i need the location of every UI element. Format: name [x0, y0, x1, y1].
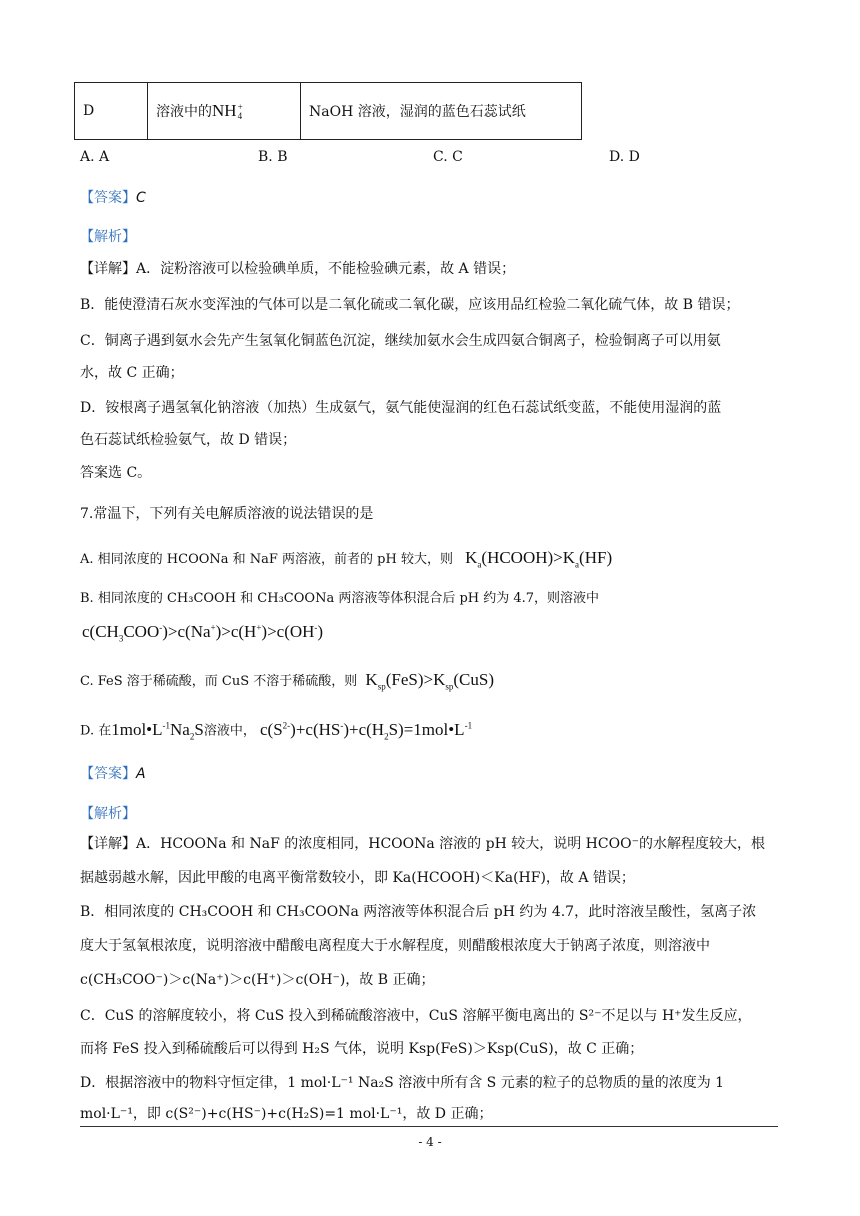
q7-analysis-line: c(CH₃COO⁻)＞c(Na⁺)＞c(H⁺)＞c(OH⁻)，故 B 正确；: [80, 972, 435, 988]
q7-analysis-line: 而将 FeS 投入到稀硫酸后可以得到 H₂S 气体，说明 Ksp(FeS)＞Ksp(CuS)，故 C 正确；: [80, 1041, 644, 1057]
footer-divider: [80, 1126, 778, 1127]
option-text: A. 相同浓度的 HCOONa 和 NaF 两溶液，前者的 pH 较大，则: [80, 552, 453, 567]
q7-analysis-line: mol·L⁻¹，即 c(S²⁻)+c(HS⁻)+c(H₂S)=1 mol·L⁻¹，故 D 正确；: [80, 1106, 493, 1122]
q6-option-d: D. D: [609, 149, 640, 165]
options-table: [74, 82, 582, 140]
q6-analysis-line: D．铵根离子遇氢氧化钠溶液（加热）生成氨气，氨气能使湿润的红色石蕊试纸变蓝，不能使用湿润的蓝: [80, 400, 722, 416]
q7-stem: 7.常温下，下列有关电解质溶液的说法错误的是: [80, 506, 374, 522]
q7-option-c: [80, 670, 494, 696]
formula-ka: $K_a(HCOOH)>K_a(HF)$: [465, 548, 613, 570]
q7-analysis-line: 度大于氢氧根浓度，说明溶液中醋酸电离程度大于水解程度，则醋酸根浓度大于钠离子浓度，则溶液中: [80, 938, 710, 954]
table-cell-reagent: [148, 83, 301, 140]
cell-text: 溶液中的: [156, 103, 212, 120]
ion-scripts: [238, 103, 243, 121]
table-cell-test: [301, 83, 582, 140]
option-text: 溶液中，: [203, 723, 256, 739]
option-text: D. 在: [80, 723, 112, 739]
ion-sub: 4: [237, 111, 243, 122]
q7-analysis-line: B．相同浓度的 CH₃COOH 和 CH₃COONa 两溶液等体积混合后 pH 约为 4.7，此时溶液呈酸性，氢离子浓: [80, 904, 757, 920]
q6-analysis-line: C．铜离子遇到氨水会先产生氢氧化铜蓝色沉淀，继续加氨水会生成四氨合铜离子，检验铜离子可以用氨: [80, 333, 721, 349]
page-number: - 4 -: [418, 1135, 442, 1149]
q6-analysis-line: 答案选 C。: [80, 465, 152, 481]
q7-analysis-line: D．根据溶液中的物料守恒定律，1 mol·L⁻¹ Na₂S 溶液中所有含 S 元素的粒子的总物质的量的浓度为 1: [80, 1075, 725, 1091]
q6-analysis-line: 【详解】A．淀粉溶液可以检验碘单质，不能检验碘元素，故 A 错误；: [80, 261, 516, 277]
q6-analysis-line: 色石蕊试纸检验氨气，故 D 错误；: [80, 432, 297, 448]
q7-answer: [80, 763, 146, 783]
formula-concentration: $1mol•L^{-1}Na_2S$: [111, 719, 204, 742]
table-row: [75, 83, 582, 140]
q7-option-d: [80, 715, 472, 746]
ion-sup: +: [237, 102, 243, 113]
q7-analysis-line: 据越弱越水解，因此甲酸的电离平衡常数较小，即 Ka(HCOOH)＜Ka(HF)，故 A 错误；: [80, 870, 635, 886]
answer-value: C: [136, 190, 146, 206]
option-text: C. FeS 溶于稀硫酸，而 CuS 不溶于稀硫酸，则: [80, 674, 358, 689]
answer-tag: 【答案】: [80, 766, 136, 782]
q6-option-c: C. C: [433, 149, 463, 165]
table-cell-label: [75, 83, 148, 140]
ion-formula: [212, 101, 243, 120]
q7-analysis-line: C．CuS 的溶解度较小，将 CuS 投入到稀硫酸溶液中，CuS 溶解平衡电离出的 S²⁻不足以与 H⁺发生反应，: [80, 1008, 752, 1024]
q7-analysis-line: 【详解】A．HCOONa 和 NaF 的浓度相同，HCOONa 溶液的 pH 较大，说明 HCOO⁻的水解程度较大，根: [80, 836, 765, 852]
answer-value: A: [136, 766, 146, 782]
q6-analysis-line: B．能使澄清石灰水变浑浊的气体可以是二氧化硫或二氧化碳，应该用品红检验二氧化硫气体，故 B 错误；: [80, 297, 740, 313]
answer-tag: 【答案】: [80, 190, 136, 206]
ion-symbol: NH: [212, 100, 237, 120]
q6-option-b: B. B: [258, 149, 288, 165]
q6-analysis-tag: 【解析】: [80, 229, 136, 245]
formula-material-balance: $c(S^{2-})+c(HS^-)+c(H_2S)=1mol•L^{-1}$: [259, 719, 473, 742]
q7-option-a: [80, 548, 612, 574]
q6-option-a: A. A: [80, 149, 110, 165]
q6-answer: [80, 187, 146, 207]
cell-text: D: [83, 103, 95, 119]
q6-analysis-line: 水，故 C 正确；: [80, 365, 184, 381]
q7-analysis-tag: 【解析】: [80, 806, 136, 822]
formula-ksp: $K_{sp}(FeS)>K_{sp}(CuS)$: [365, 670, 495, 692]
cell-text: NaOH 溶液，湿润的蓝色石蕊试纸: [309, 104, 526, 120]
formula-ion-order: $c(CH_3COO^-)>c(Na^+)>c(H^+)>c(OH^-)$: [82, 622, 324, 644]
q7-option-b: B. 相同浓度的 CH₃COOH 和 CH₃COONa 两溶液等体积混合后 pH 约为 4.7，则溶液中: [80, 591, 600, 606]
